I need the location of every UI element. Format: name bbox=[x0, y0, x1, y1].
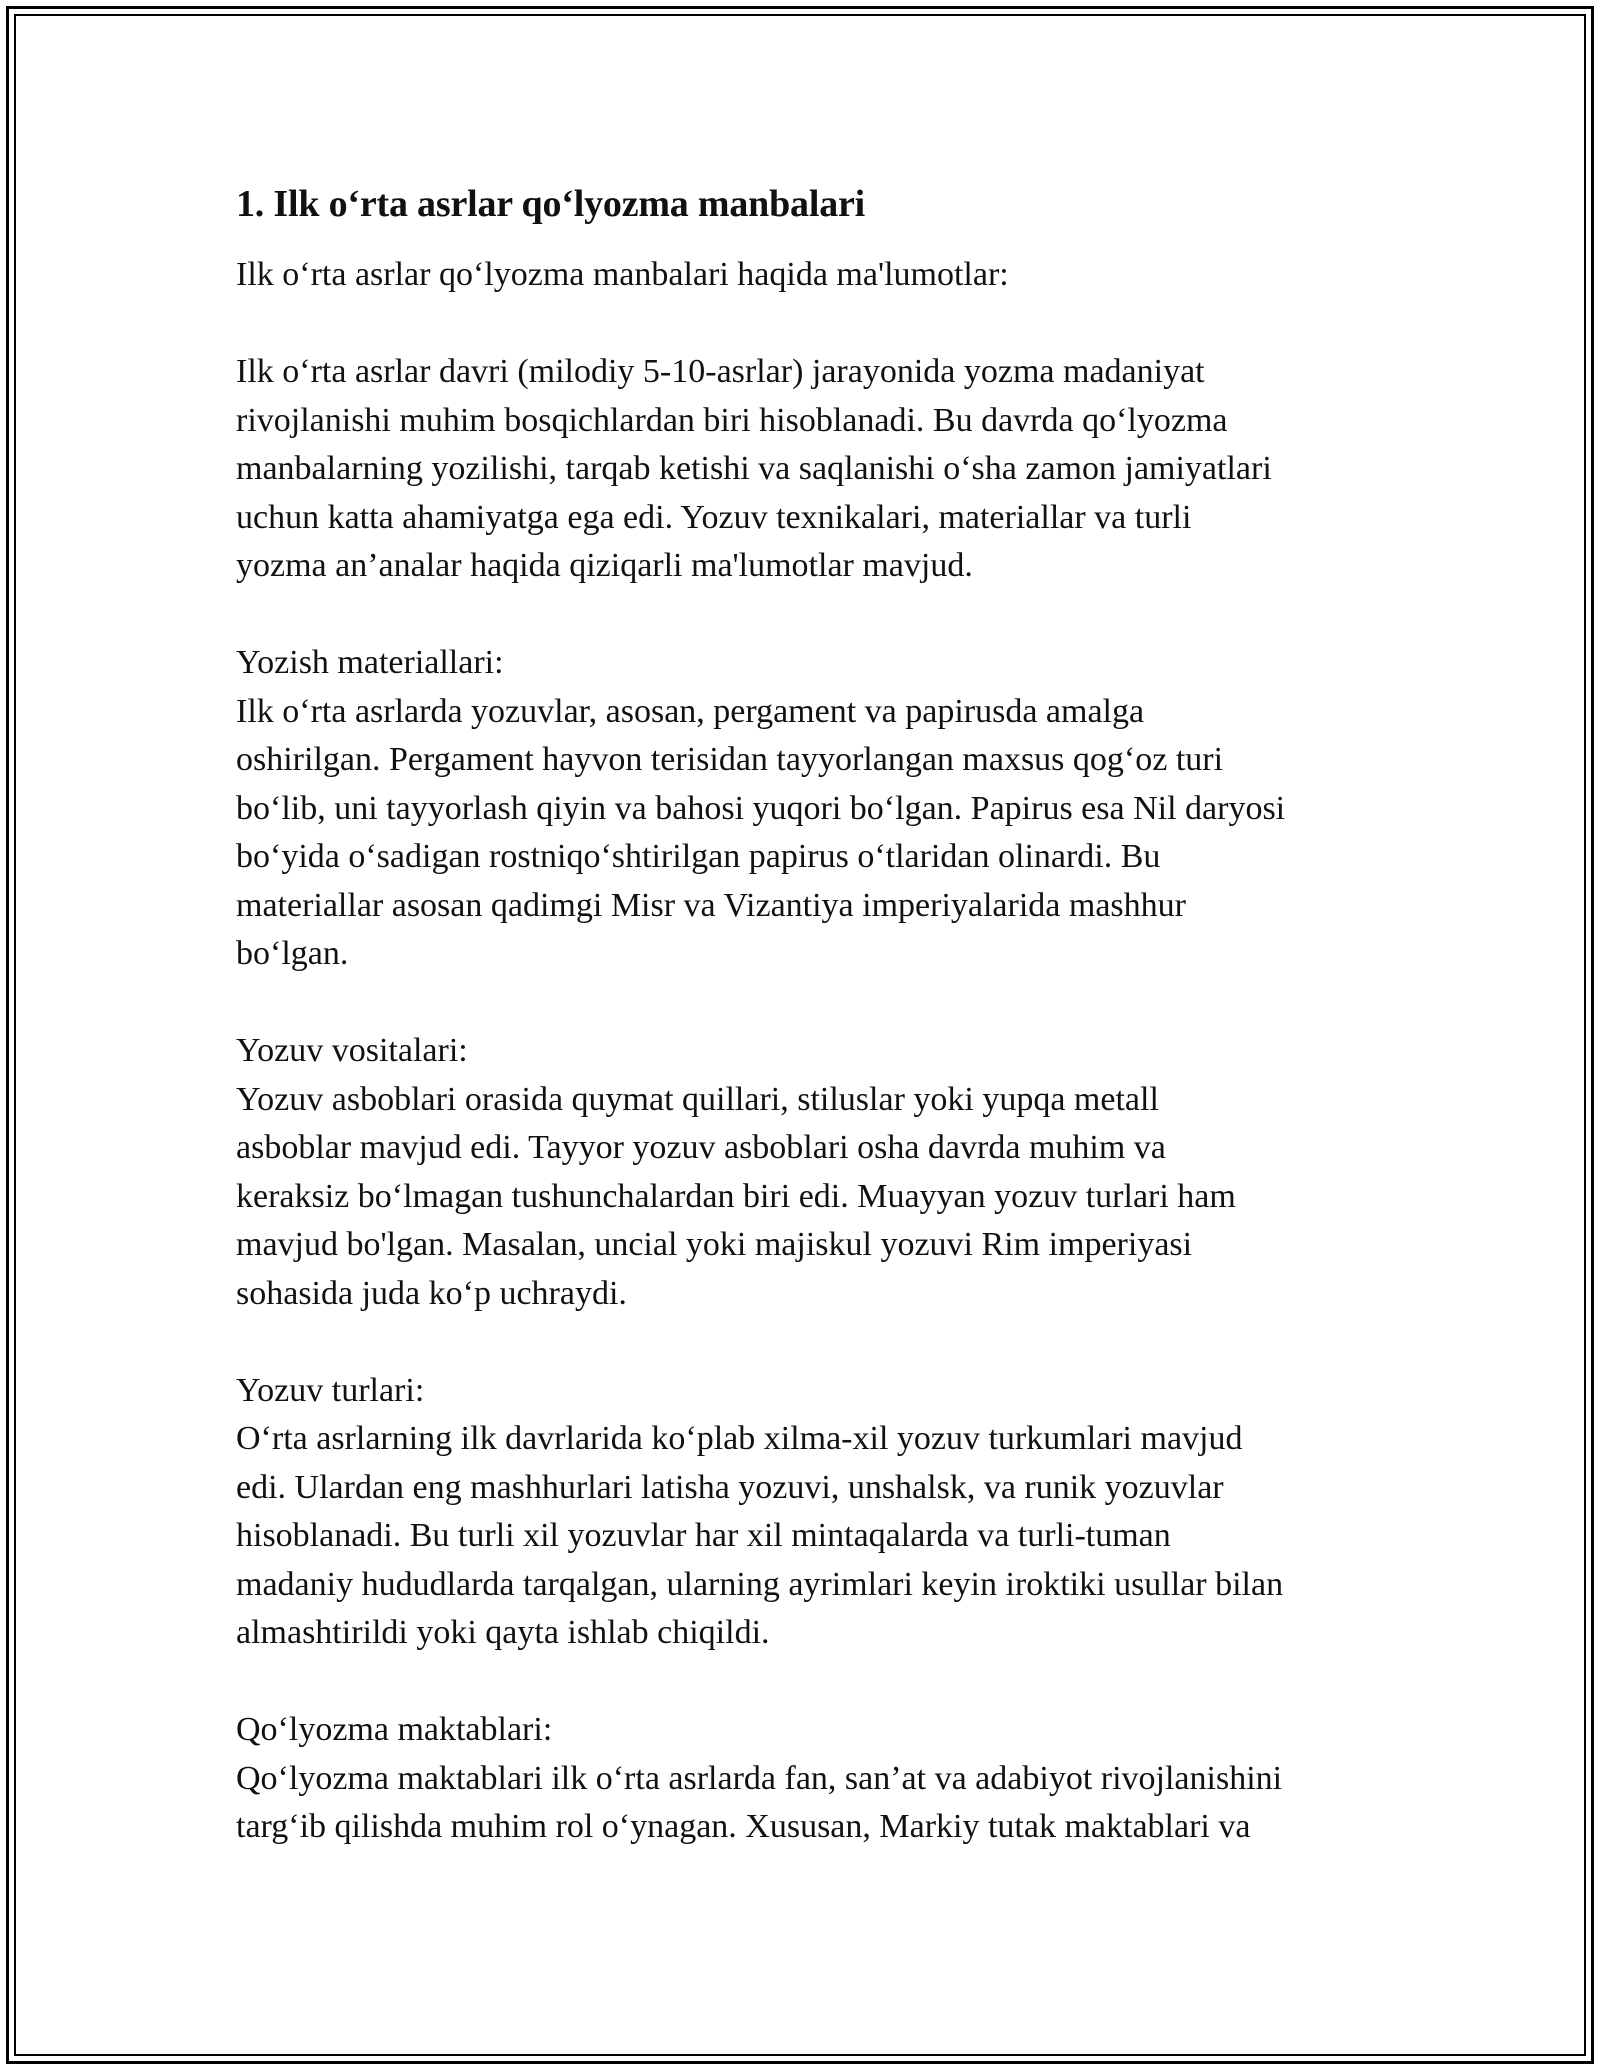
document-page bbox=[236, 180, 1386, 1852]
section-heading: 1. Ilk o‘rta asrlar qo‘lyozma manbalari bbox=[236, 183, 866, 225]
schools-title: Qo‘lyozma maktablari: bbox=[236, 1711, 553, 1749]
paragraph-gap bbox=[236, 1658, 1386, 1707]
overview-paragraph: Ilk o‘rta asrlar davri (milodiy 5-10-asrlar) jarayonida yozma madaniyat rivojlanishi muhim bosqichlardan biri hisoblanadi. Bu davrda qo‘lyozma manbalarning yozilishi, tarqab ketishi va saqlanishi o‘sha zamon jamiyatlari uchun katta ahamiyatga ega edi. Yozuv texnikalari, materiallar va turli yozma an’analar haqida qiziqarli ma'lumotlar mavjud. bbox=[236, 353, 1272, 585]
intro-paragraph: Ilk o‘rta asrlar qo‘lyozma manbalari haqida ma'lumotlar: bbox=[236, 256, 1009, 294]
paragraph-gap bbox=[236, 979, 1386, 1028]
schools-body: Qo‘lyozma maktablari ilk o‘rta asrlarda fan, san’at va adabiyot rivojlanishini targ‘ib qilishda muhim rol o‘ynagan. Xususan, Markiy tutak maktablari va bbox=[236, 1759, 1283, 1846]
paragraph-gap bbox=[236, 300, 1386, 349]
materials-title: Yozish materiallari: bbox=[236, 644, 504, 682]
tools-title: Yozuv vositalari: bbox=[236, 1032, 468, 1070]
paragraph-gap bbox=[236, 1318, 1386, 1367]
materials-body: Ilk o‘rta asrlarda yozuvlar, asosan, pergament va papirusda amalga oshirilgan. Pergament hayvon terisidan tayyorlangan maxsus qog‘oz turi bo‘lib, uni tayyorlash qiyin va bahosi yuqori bo‘lgan. Papirus esa Nil daryosi bo‘yida o‘sadigan rostniqo‘shtirilgan papirus o‘tlaridan olinardi. Bu materiallar asosan qadimgi Misr va Vizantiya imperiyalarida mashhur bo‘lgan. bbox=[236, 692, 1286, 973]
script-types-title: Yozuv turlari: bbox=[236, 1371, 425, 1409]
paragraph-gap bbox=[236, 591, 1386, 640]
tools-body: Yozuv asboblari orasida quymat quillari, stiluslar yoki yupqa metall asboblar mavjud edi. Tayyor yozuv asboblari osha davrda muhim va keraksiz bo‘lmagan tushunchalardan biri edi. Muayyan yozuv turlari ham mavjud bo'lgan. Masalan, uncial yoki majiskul yozuvi Rim imperiyasi sohasida juda ko‘p uchraydi. bbox=[236, 1080, 1236, 1312]
script-types-body: O‘rta asrlarning ilk davrlarida ko‘plab xilma-xil yozuv turkumlari mavjud edi. Ulardan eng mashhurlari latisha yozuvi, unshalsk, va runik yozuvlar hisoblanadi. Bu turli xil yozuvlar har xil mintaqalarda va turli-tuman madaniy hududlarda tarqalgan, ularning ayrimlari keyin iroktiki usullar bilan almashtirildi yoki qayta ishlab chiqildi. bbox=[236, 1420, 1284, 1652]
